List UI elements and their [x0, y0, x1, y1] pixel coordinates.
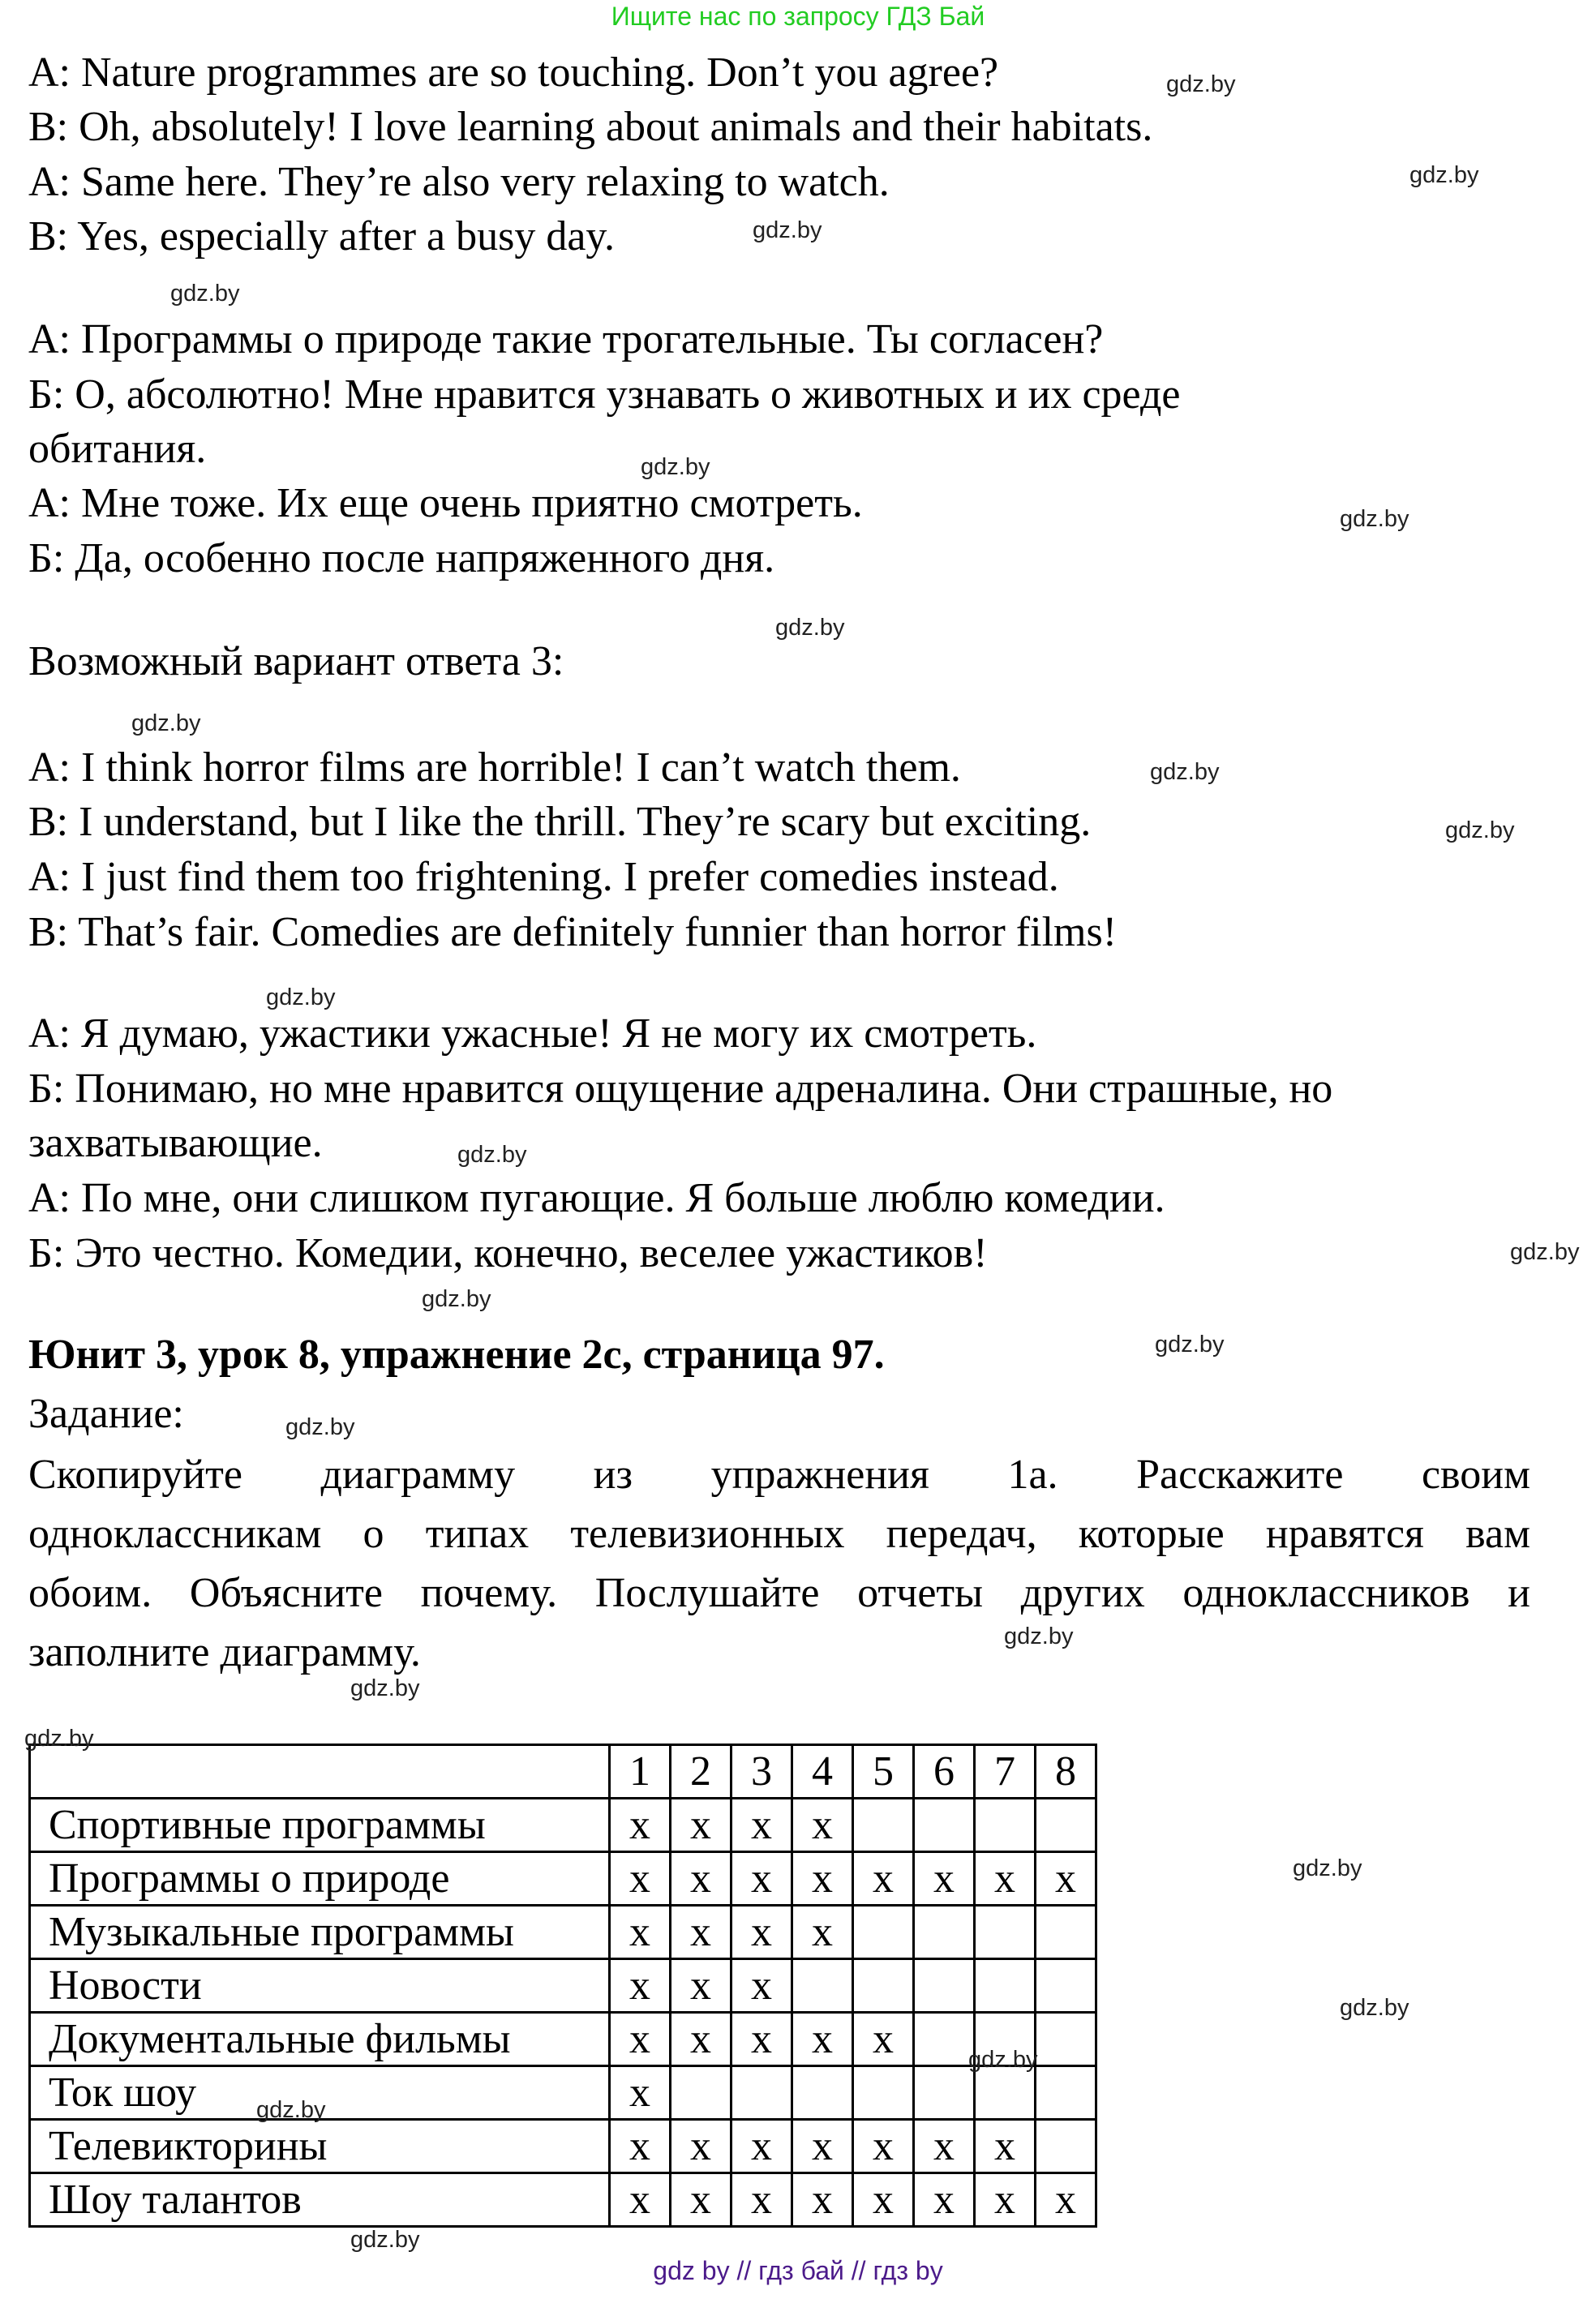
- table-cell: x: [792, 2120, 853, 2173]
- table-cell: [975, 1959, 1036, 2013]
- table-cell: [671, 2066, 732, 2120]
- table-cell: [1036, 2013, 1096, 2066]
- table-cell: [853, 1906, 914, 1959]
- table-cell: x: [732, 1799, 792, 1852]
- watermark: gdz.by: [285, 1414, 355, 1440]
- table-cell: x: [671, 1906, 732, 1959]
- dialogue-line: B: Yes, especially after a busy day.: [28, 213, 616, 259]
- table-cell: x: [853, 1852, 914, 1906]
- table-cell: x: [610, 1906, 671, 1959]
- variant-title: Возможный вариант ответа 3:: [28, 638, 564, 684]
- table-cell: x: [914, 2120, 975, 2173]
- dialogue-line: А: Мне тоже. Их еще очень приятно смотреть.: [28, 480, 863, 526]
- table-cell: x: [792, 2013, 853, 2066]
- table-cell: x: [1036, 2173, 1096, 2227]
- task-label: Задание:: [28, 1391, 184, 1437]
- table-cell: x: [610, 2066, 671, 2120]
- dialogue-line: Б: Это честно. Комедии, конечно, веселее ужастиков!: [28, 1230, 988, 1276]
- table-row: [30, 2013, 1096, 2066]
- table-cell: x: [853, 2120, 914, 2173]
- table-cell: [1036, 2120, 1096, 2173]
- table-cell: x: [732, 1959, 792, 2013]
- column-header: 8: [1036, 1745, 1096, 1799]
- table-row: [30, 1959, 1096, 2013]
- table-cell: x: [853, 2173, 914, 2227]
- table-cell: [1036, 1799, 1096, 1852]
- row-label: Музыкальные программы: [30, 1906, 610, 1959]
- table-cell: [853, 2066, 914, 2120]
- watermark: gdz.by: [1340, 506, 1409, 532]
- table-cell: x: [732, 2120, 792, 2173]
- task-text: [28, 1445, 1530, 1682]
- watermark: gdz.by: [1409, 162, 1479, 188]
- column-header: 5: [853, 1745, 914, 1799]
- table-cell: x: [914, 2173, 975, 2227]
- exercise-heading: Юнит 3, урок 8, упражнение 2c, страница 97.: [28, 1332, 885, 1378]
- dialogue-line: А: Я думаю, ужастики ужасные! Я не могу их смотреть.: [28, 1010, 1037, 1057]
- table-row: [30, 2120, 1096, 2173]
- table-cell: [1036, 1959, 1096, 2013]
- table-cell: [1036, 1906, 1096, 1959]
- table-cell: x: [671, 2013, 732, 2066]
- watermark: gdz.by: [1340, 1995, 1409, 2021]
- dialogue-line: Б: Понимаю, но мне нравится ощущение адреналина. Они страшные, но: [28, 1066, 1333, 1112]
- table-cell: [914, 2066, 975, 2120]
- table-row: [30, 2066, 1096, 2120]
- watermark: gdz.by: [24, 1726, 94, 1752]
- table-cell: x: [1036, 1852, 1096, 1906]
- table-cell: x: [975, 1852, 1036, 1906]
- watermark: gdz.by: [1004, 1623, 1074, 1649]
- watermark: gdz.by: [1150, 759, 1220, 785]
- watermark: gdz.by: [641, 454, 710, 480]
- dialogue-line: А: Программы о природе такие трогательные. Ты согласен?: [28, 316, 1104, 362]
- table-cell: [732, 2066, 792, 2120]
- dialogue-line: A: I think horror films are horrible! I can’t watch them.: [28, 744, 961, 791]
- table-row: [30, 1906, 1096, 1959]
- tv-preferences-table: [28, 1744, 1097, 2228]
- table-cell: x: [610, 1959, 671, 2013]
- table-cell: x: [610, 2173, 671, 2227]
- row-label: Телевикторины: [30, 2120, 610, 2173]
- table-cell: [975, 1799, 1036, 1852]
- table-cell: [914, 1959, 975, 2013]
- task-line: заполните диаграмму.: [28, 1629, 421, 1675]
- table-cell: x: [792, 2173, 853, 2227]
- table-cell: [914, 1799, 975, 1852]
- watermark: gdz.by: [131, 710, 201, 736]
- dialogue-line: A: Nature programmes are so touching. Don’t you agree?: [28, 49, 999, 96]
- row-label: Спортивные программы: [30, 1799, 610, 1852]
- dialogue-line: B: That’s fair. Comedies are definitely funnier than horror films!: [28, 909, 1118, 955]
- table-cell: [914, 1906, 975, 1959]
- table-cell: x: [610, 2120, 671, 2173]
- dialogue-line: B: Oh, absolutely! I love learning about animals and their habitats.: [28, 104, 1153, 150]
- table-row: [30, 1852, 1096, 1906]
- header-empty-cell: [30, 1745, 610, 1799]
- task-line: одноклассникам о типах телевизионных передач, которые нравятся вам: [28, 1511, 1530, 1557]
- table-cell: x: [671, 1959, 732, 2013]
- row-label: Ток шоу: [30, 2066, 610, 2120]
- dialogue-line: захватывающие.: [28, 1120, 323, 1166]
- column-header: 6: [914, 1745, 975, 1799]
- watermark: gdz.by: [266, 984, 336, 1010]
- dialogue-line: Б: Да, особенно после напряженного дня.: [28, 535, 775, 581]
- table-cell: x: [732, 1852, 792, 1906]
- table-cell: x: [975, 2173, 1036, 2227]
- watermark: gdz.by: [753, 217, 822, 243]
- table-row: [30, 2173, 1096, 2227]
- table-header-row: [30, 1745, 1096, 1799]
- table-cell: [792, 2066, 853, 2120]
- table-cell: [914, 2013, 975, 2066]
- task-line: обоим. Объясните почему. Послушайте отчеты других одноклассников и: [28, 1570, 1530, 1616]
- watermark: gdz.by: [775, 615, 845, 641]
- table-cell: x: [732, 2013, 792, 2066]
- table-cell: x: [671, 2173, 732, 2227]
- watermark: gdz.by: [1445, 817, 1515, 843]
- table-cell: x: [671, 2120, 732, 2173]
- table-cell: x: [732, 2173, 792, 2227]
- column-header: 7: [975, 1745, 1036, 1799]
- table-cell: x: [792, 1799, 853, 1852]
- watermark: gdz.by: [256, 2097, 326, 2123]
- table-cell: x: [610, 1799, 671, 1852]
- watermark: gdz.by: [350, 2227, 420, 2253]
- table-cell: [853, 1799, 914, 1852]
- dialogue-line: Б: О, абсолютно! Мне нравится узнавать о животных и их среде: [28, 371, 1181, 418]
- column-header: 1: [610, 1745, 671, 1799]
- row-label: Новости: [30, 1959, 610, 2013]
- table-cell: [975, 2066, 1036, 2120]
- column-header: 2: [671, 1745, 732, 1799]
- table-cell: x: [671, 1852, 732, 1906]
- table-cell: x: [792, 1906, 853, 1959]
- table-cell: x: [975, 2120, 1036, 2173]
- table-cell: x: [610, 1852, 671, 1906]
- row-label: Шоу талантов: [30, 2173, 610, 2227]
- row-label: Документальные фильмы: [30, 2013, 610, 2066]
- watermark: gdz.by: [170, 281, 240, 307]
- footer-links: gdz by // гдз бай // гдз by: [653, 2256, 943, 2285]
- dialogue-line: обитания.: [28, 426, 207, 472]
- watermark: gdz.by: [1155, 1332, 1225, 1358]
- table-cell: x: [792, 1852, 853, 1906]
- table-row: [30, 1799, 1096, 1852]
- table-cell: x: [853, 2013, 914, 2066]
- watermark: gdz.by: [1510, 1239, 1580, 1265]
- column-header: 4: [792, 1745, 853, 1799]
- dialogue-line: A: I just find them too frightening. I prefer comedies instead.: [28, 854, 1059, 900]
- table-cell: [975, 1906, 1036, 1959]
- table-cell: [792, 1959, 853, 2013]
- watermark: gdz.by: [457, 1142, 527, 1168]
- watermark: gdz.by: [1293, 1855, 1362, 1881]
- task-line: Скопируйте диаграмму из упражнения 1a. Расскажите своим: [28, 1452, 1530, 1498]
- table-cell: x: [732, 1906, 792, 1959]
- dialogue-line: А: По мне, они слишком пугающие. Я больше люблю комедии.: [28, 1175, 1165, 1221]
- table-cell: x: [914, 1852, 975, 1906]
- watermark: gdz.by: [422, 1286, 491, 1312]
- table-cell: [853, 1959, 914, 2013]
- table-cell: x: [610, 2013, 671, 2066]
- dialogue-line: A: Same here. They’re also very relaxing to watch.: [28, 159, 890, 205]
- search-banner: Ищите нас по запросу ГДЗ Бай: [611, 2, 985, 31]
- table-cell: [1036, 2066, 1096, 2120]
- row-label: Программы о природе: [30, 1852, 610, 1906]
- watermark: gdz.by: [1166, 71, 1236, 97]
- column-header: 3: [732, 1745, 792, 1799]
- watermark: gdz.by: [968, 2047, 1038, 2073]
- dialogue-line: B: I understand, but I like the thrill. They’re scary but exciting.: [28, 799, 1092, 845]
- watermark: gdz.by: [350, 1675, 420, 1701]
- table-cell: x: [671, 1799, 732, 1852]
